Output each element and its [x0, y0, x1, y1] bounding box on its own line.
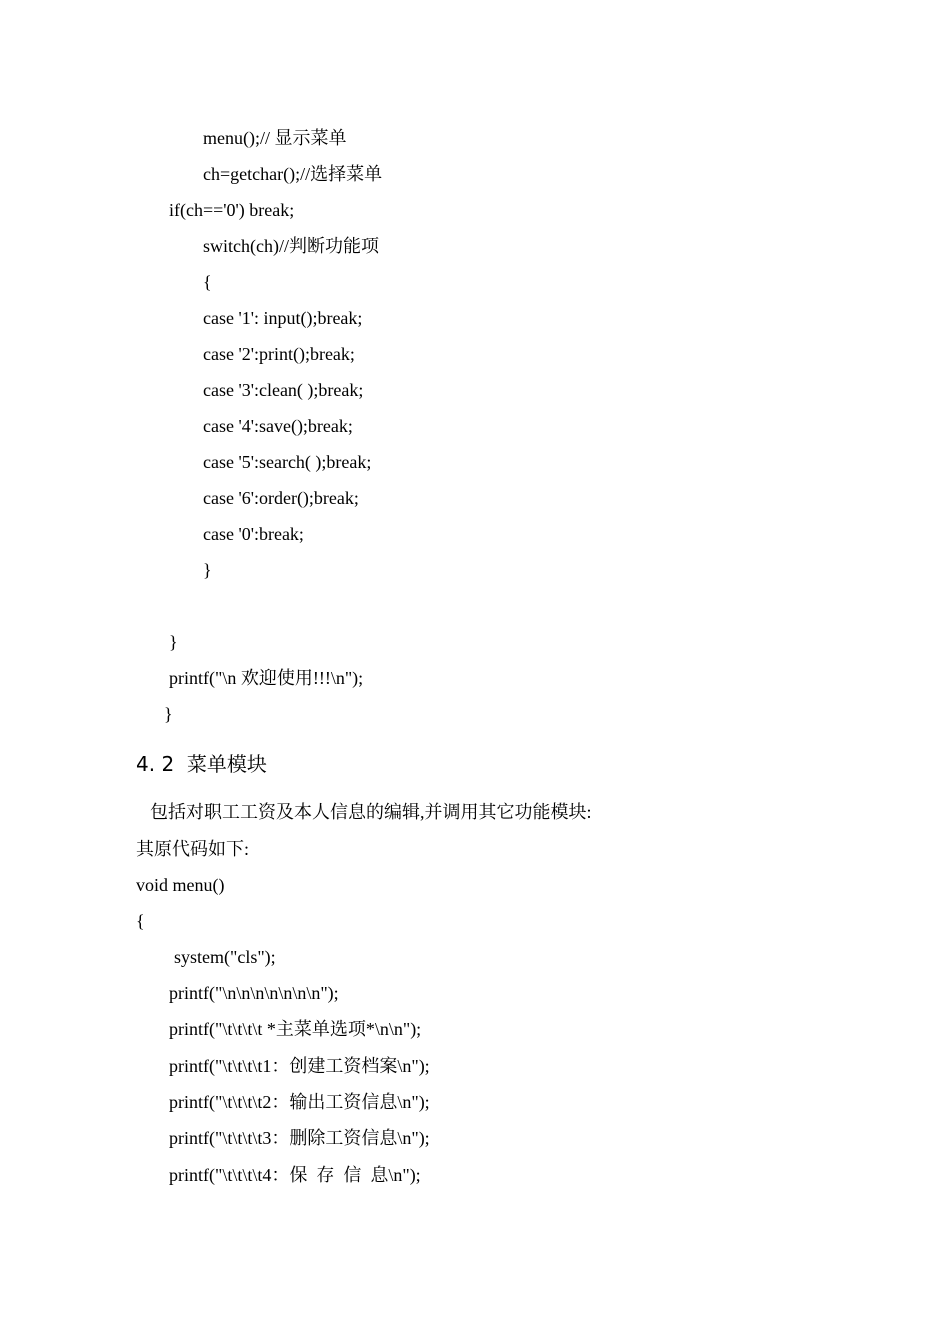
code-line-case-4: case '4':save();break;	[203, 416, 353, 436]
code-line-printf-main-menu: printf("\t\t\t\t *主菜单选项*\n\n");	[169, 1019, 422, 1039]
code-line-open-brace: {	[203, 272, 212, 292]
code-line-close-brace-loop: }	[169, 632, 178, 652]
code-line-case-3: case '3':clean( );break;	[203, 380, 364, 400]
section-number: 4. 2	[136, 752, 175, 776]
code-line-case-1: case '1': input();break;	[203, 308, 363, 328]
code-line-printf-welcome: printf("\n 欢迎使用!!!\n");	[169, 668, 364, 688]
section-title: 菜单模块	[186, 752, 267, 776]
code-line-case-6: case '6':order();break;	[203, 488, 359, 508]
code-line-printf-option-2: printf("\t\t\t\t2：输出工资信息\n");	[169, 1092, 430, 1112]
code-line-case-0: case '0':break;	[203, 524, 304, 544]
code-line-menu-call: menu();// 显示菜单	[203, 128, 347, 148]
code-line-case-5: case '5':search( );break;	[203, 452, 372, 472]
code-line-switch: switch(ch)//判断功能项	[203, 236, 379, 256]
code-line-printf-option-4: printf("\t\t\t\t4：保 存 信 息\n");	[169, 1165, 421, 1185]
code-line-if-break: if(ch=='0') break;	[169, 200, 295, 220]
section-heading	[136, 752, 267, 776]
code-line-void-menu: void menu()	[136, 875, 225, 895]
code-line-close-brace-main: }	[164, 704, 173, 724]
code-line-close-brace-switch: }	[203, 560, 212, 580]
paragraph-description: 包括对职工工资及本人信息的编辑,并调用其它功能模块:	[150, 802, 592, 822]
code-line-printf-newlines: printf("\n\n\n\n\n\n\n");	[169, 983, 339, 1003]
paragraph-source-intro: 其原代码如下:	[136, 839, 250, 859]
code-line-printf-option-3: printf("\t\t\t\t3：删除工资信息\n");	[169, 1128, 430, 1148]
code-line-printf-option-1: printf("\t\t\t\t1：创建工资档案\n");	[169, 1056, 430, 1076]
code-line-menu-open-brace: {	[136, 911, 145, 931]
code-line-case-2: case '2':print();break;	[203, 344, 355, 364]
code-line-system-cls: system("cls");	[174, 947, 276, 967]
code-line-getchar: ch=getchar();//选择菜单	[203, 164, 383, 184]
